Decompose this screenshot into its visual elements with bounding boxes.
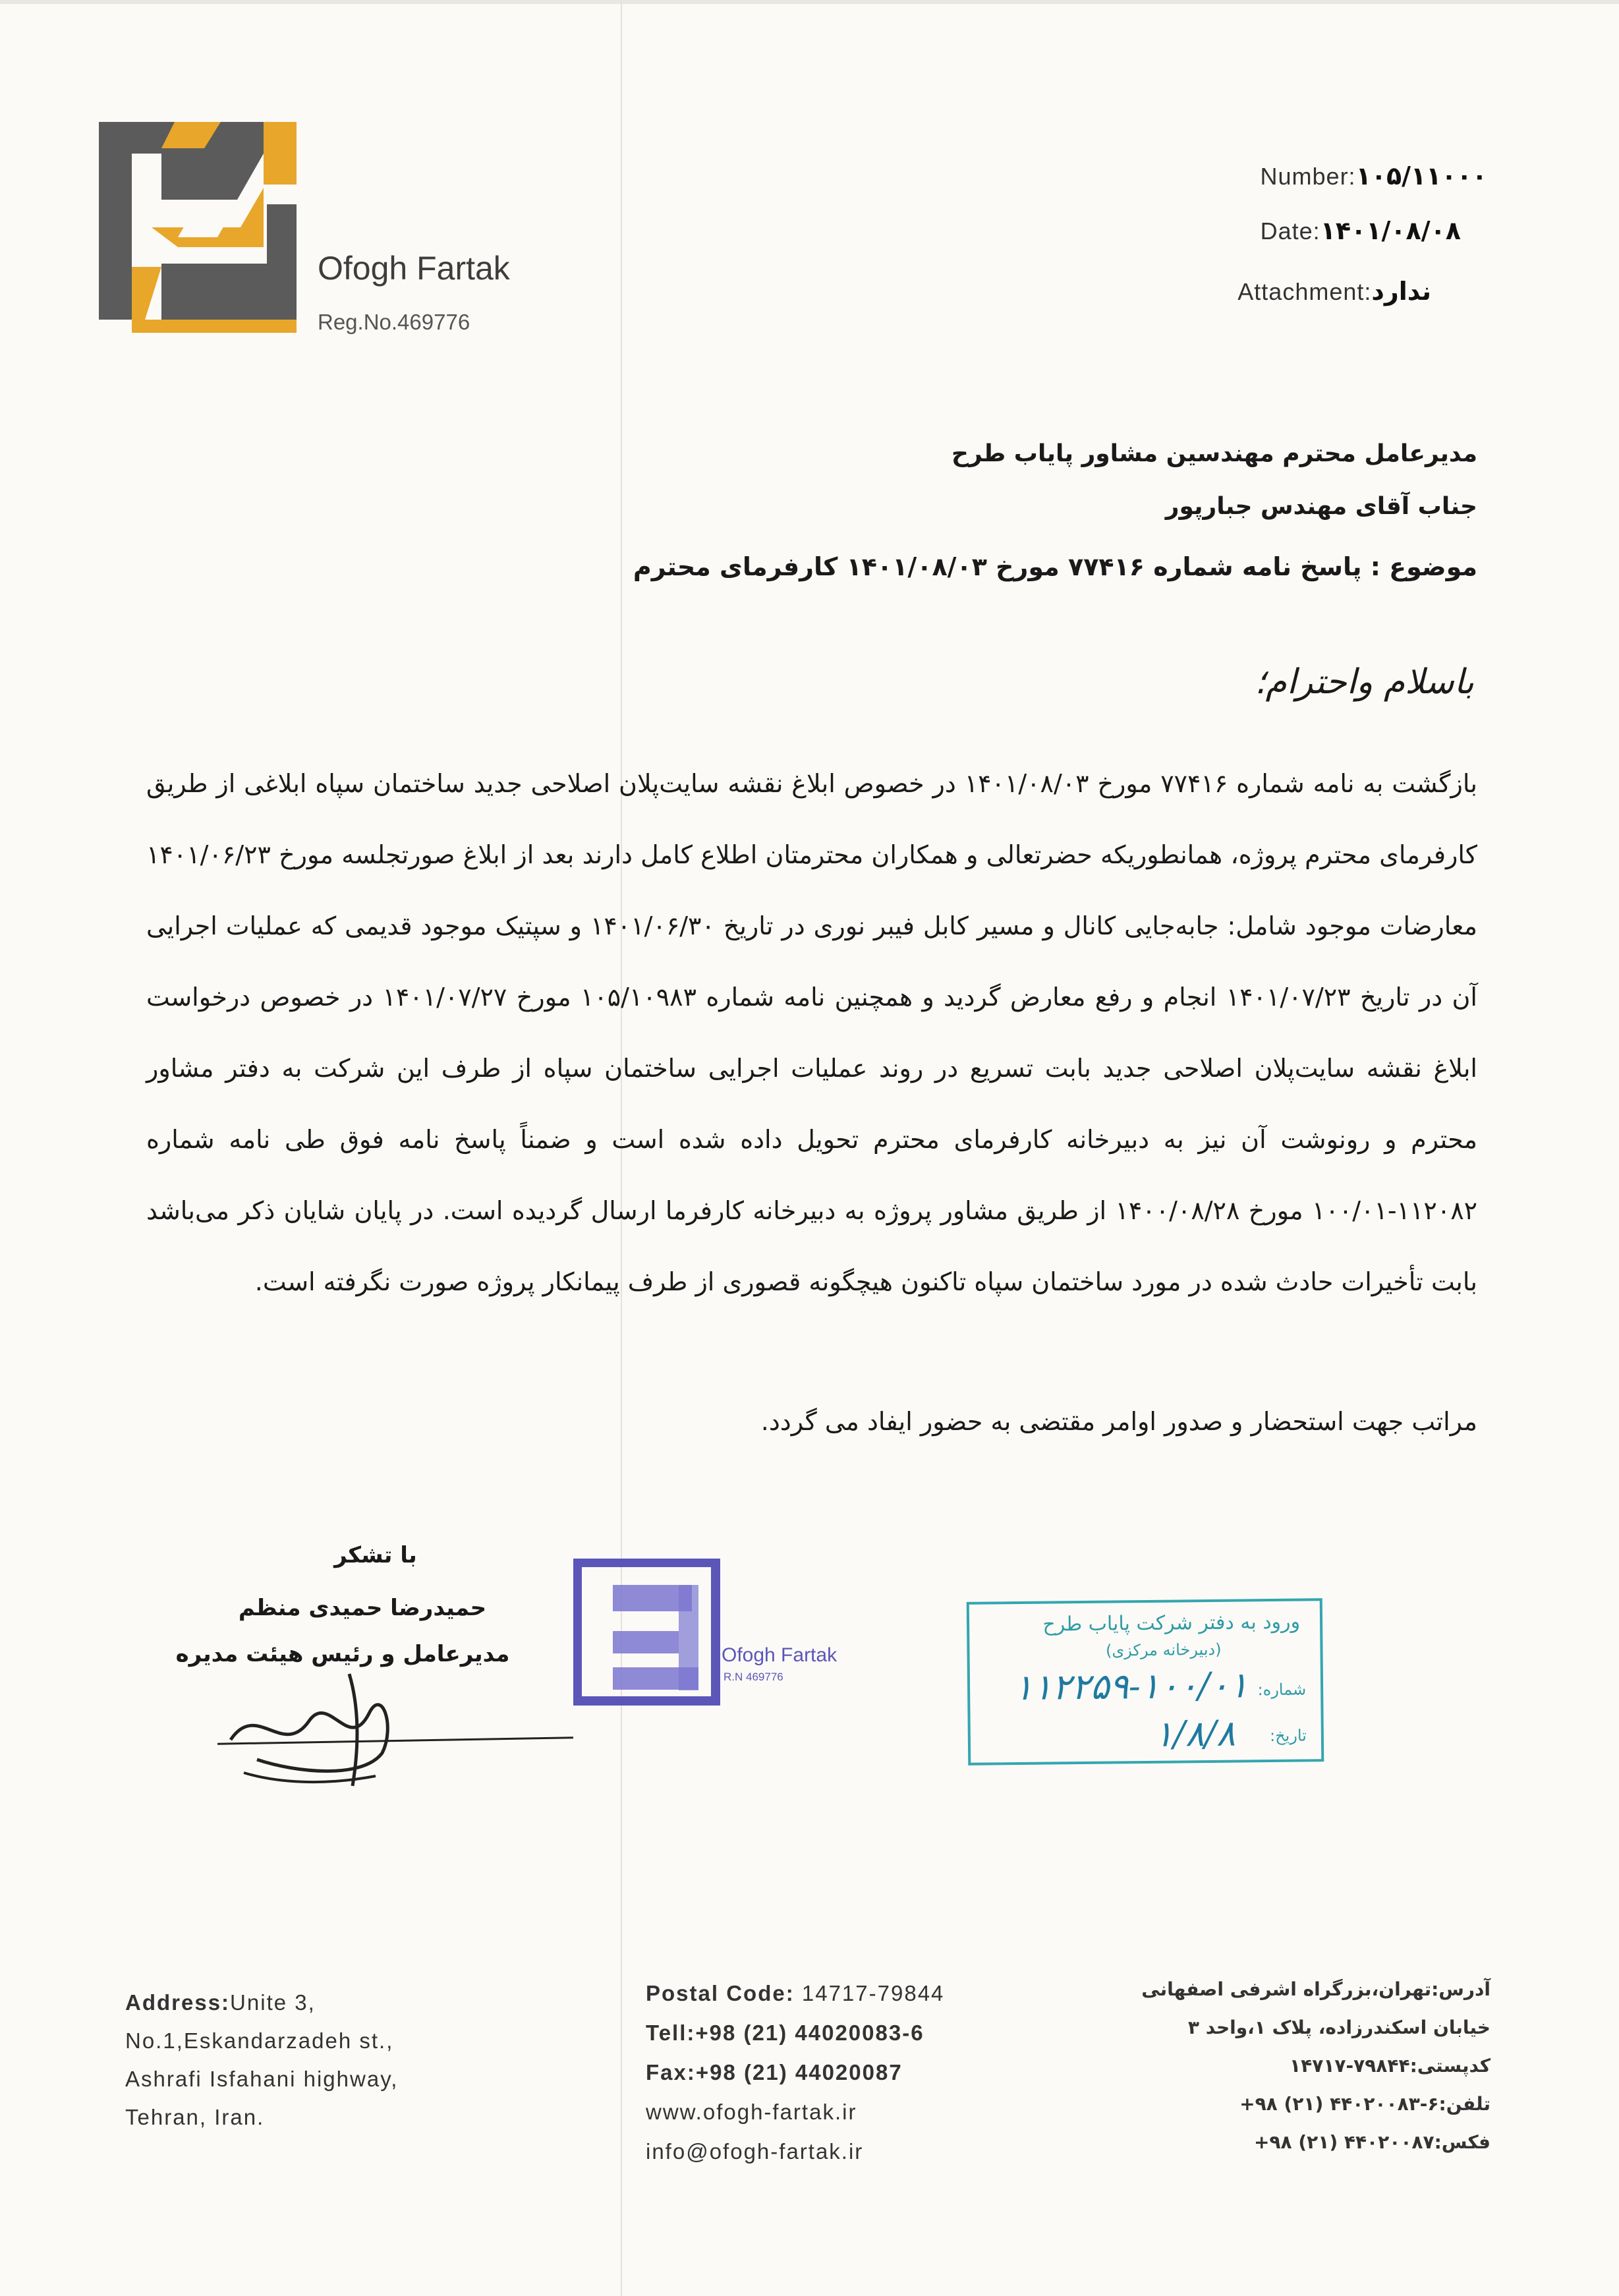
stamp-date-value: ۱/۸/۸ (1154, 1712, 1236, 1755)
tel-value: +98 (21) 44020083-6 (695, 2021, 924, 2045)
number-label: Number: (1260, 163, 1356, 190)
address-line3: Ashrafi Isfahani highway, (125, 2067, 399, 2091)
tel-label: Tell: (646, 2021, 696, 2045)
letter-number (1261, 161, 1487, 190)
footer-address-fa (1141, 1970, 1491, 2162)
registration-number: Reg.No.469776 (318, 310, 470, 334)
address-line1: Unite 3, (230, 1990, 316, 2015)
stamp-date-label: تاریخ: (1269, 1726, 1307, 1746)
postal-label: Postal Code: (646, 1981, 795, 2005)
address-line4: Tehran, Iran. (125, 2105, 265, 2129)
addressee-title: مدیرعامل محترم مهندسین مشاور پایاب طرح (952, 440, 1477, 467)
address-label: Address: (125, 1990, 231, 2015)
addressee-name: جناب آقای مهندس جبارپور (1165, 493, 1477, 520)
signatory-name: حمیدرضا حمیدی منظم (238, 1595, 487, 1621)
footer-address-line1 (125, 1984, 398, 2022)
date-value: ۱۴۰۱/۰۸/۰۸ (1320, 216, 1461, 245)
attachment-label: Attachment: (1237, 278, 1372, 305)
letter-body: بازگشت به نامه شماره ۷۷۴۱۶ مورخ ۱۴۰۱/۰۸/۰۳ در خصوص ابلاغ نقشه سایت‌پلان اصلاحی جدید ساختمان سپاه ابلاغی از طریق کارفرمای محترم پروژه، همانطوریکه حضرتعالی و همکاران محترمتان اطلاع کامل دارند بعد از ابلاغ صورتجلسه مورخ ۱۴۰۱/۰۶/۲۳ معارضات موجود شامل: جابه‌جایی کانال و مسیر کابل فیبر نوری در تاریخ ۱۴۰۱/۰۶/۳۰ و سپتیک موجود قدیمی که عملیات اجرایی آن در تاریخ ۱۴۰۱/۰۷/۲۳ انجام و رفع معارض گردید و همچنین نامه شماره ۱۰۵/۱۰۹۸۳ مورخ ۱۴۰۱/۰۷/۲۷ در خصوص درخواست ابلاغ نقشه سایت‌پلان اصلاحی جدید بابت تسریع در روند عملیات اجرایی ساختمان سپاه از طرف این شرکت به دفتر مشاور محترم و رونوشت آن نیز به دبیرخانه کارفرمای محترم تحویل داده شده است و ضمناً پاسخ نامه فوق طی نامه شماره ۱۱۲۰۸۲-۱۰۰/۰۱ مورخ ۱۴۰۰/۰۸/۲۸ از طریق مشاور پروژه به دبیرخانه کارفرما ارسال گردیده است. در پایان شایان ذکر می‌باشد بابت تأخیرات حادث شده در مورد ساختمان سپاه تاکنون هیچگونه قصوری از طرف پیمانکار پروژه صورت نگرفته است. (146, 769, 1478, 1296)
handwritten-signature-icon (217, 1661, 415, 1793)
letter-date (1261, 216, 1461, 245)
fa-address-line2: خیابان اسکندرزاده، پلاک ۱،واحد ۳ (1187, 2017, 1491, 2038)
attachment-value: ندارد (1371, 277, 1431, 306)
fax-value: +98 (21) 44020087 (695, 2060, 903, 2084)
stamp-title: ورود به دفتر شرکت پایاب طرح (1042, 1610, 1301, 1636)
company-name: Ofogh Fartak (318, 250, 510, 287)
website-link[interactable]: www.ofogh-fartak.ir (646, 2100, 857, 2124)
receipt-stamp (967, 1598, 1324, 1765)
seal-registration: R.N 469776 (724, 1671, 783, 1683)
address-line2: No.1,Eskandarzadeh st., (125, 2028, 394, 2053)
stamp-subtitle: (دبیرخانه مرکزی) (1105, 1640, 1222, 1660)
stamp-number-label: شماره: (1257, 1680, 1307, 1700)
letter-attachment (1237, 277, 1431, 306)
company-seal-icon (573, 1559, 850, 1717)
letter-closing: مراتب جهت استحضار و صدور اوامر مقتضی به حضور ایفاد می گردد. (760, 1407, 1477, 1436)
fa-fax: فکس:۴۴۰۲۰۰۸۷ (۲۱) ۹۸+ (1253, 2131, 1491, 2153)
fa-telephone: تلفن:۶-۴۴۰۲۰۰۸۳ (۲۱) ۹۸+ (1239, 2093, 1491, 2115)
postal-code (646, 1974, 944, 2013)
letter-subject: موضوع : پاسخ نامه شماره ۷۷۴۱۶ مورخ ۱۴۰۱/۰۸/۰۳ کارفرمای محترم (633, 552, 1477, 581)
fa-address-line1: آدرس:تهران،بزرگراه اشرفی اصفهانی (1141, 1978, 1491, 2000)
greeting: باسلام واحترام؛ (1255, 662, 1474, 702)
footer-contact (646, 1974, 944, 2171)
fax-label: Fax: (646, 2060, 696, 2084)
seal-company-name: Ofogh Fartak (722, 1644, 838, 1666)
postal-value: 14717-79844 (801, 1981, 945, 2005)
stamp-number-value: ۱۱۲۲۵۹-۱۰۰/۰۱ (1013, 1664, 1249, 1709)
signature-thanks: با تشکر (334, 1542, 417, 1568)
page-top-edge (0, 0, 1619, 4)
fa-postal-code: کدپستی:۷۹۸۴۴-۱۴۷۱۷ (1290, 2055, 1491, 2077)
telephone (646, 2013, 944, 2053)
signatory-title: مدیرعامل و رئیس هیئت مدیره (175, 1641, 510, 1667)
fax (646, 2053, 944, 2092)
number-value: ۱۰۵/۱۱۰۰۰ (1355, 161, 1487, 190)
footer-address-en (125, 1984, 398, 2137)
email-link[interactable]: info@ofogh-fartak.ir (646, 2139, 864, 2164)
date-label: Date: (1260, 217, 1321, 244)
company-logo-icon (99, 122, 297, 333)
